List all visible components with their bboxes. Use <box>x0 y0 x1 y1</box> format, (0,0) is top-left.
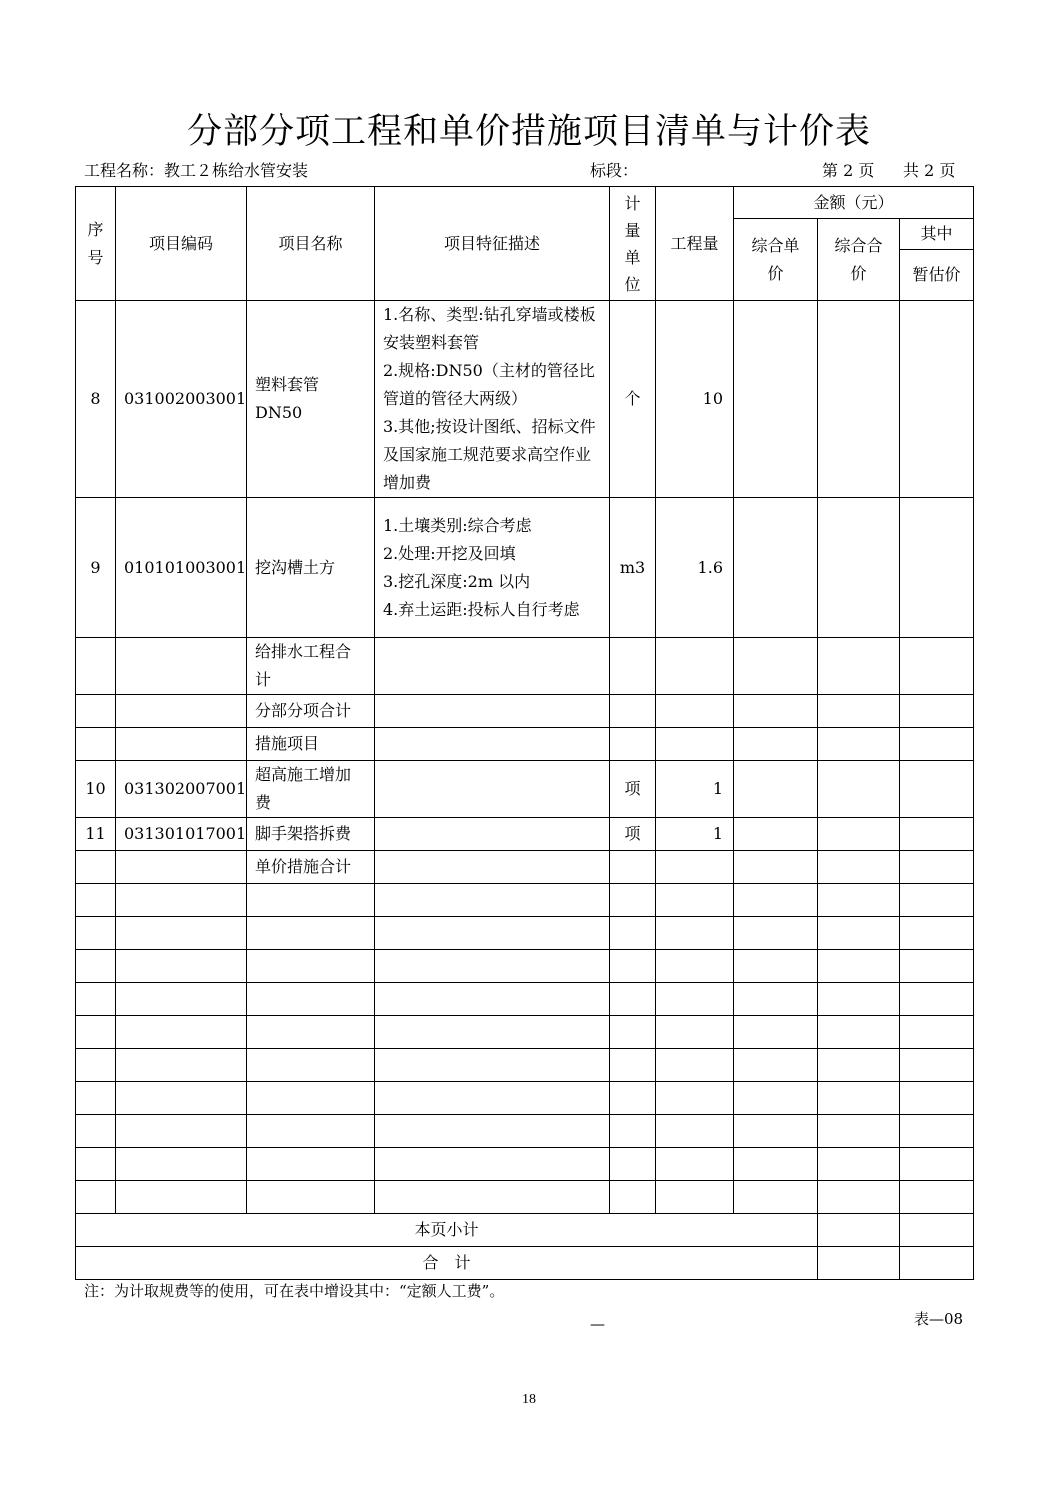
table-row <box>76 695 974 728</box>
row-unit-price <box>734 851 818 884</box>
empty-cell <box>247 1181 375 1214</box>
row-code <box>116 638 247 695</box>
row-seq <box>76 851 116 884</box>
row-qty <box>656 638 734 695</box>
total-pages: 共 2 页 <box>903 161 956 180</box>
row-unit-price <box>734 695 818 728</box>
empty-cell <box>610 1115 656 1148</box>
row-desc <box>375 301 610 498</box>
empty-cell <box>116 1148 247 1181</box>
row-code: 031302007001 <box>116 761 247 818</box>
row-code <box>116 851 247 884</box>
row-seq <box>76 695 116 728</box>
row-seq: 8 <box>76 301 116 498</box>
empty-cell <box>610 1148 656 1181</box>
empty-cell <box>734 1148 818 1181</box>
row-total-price <box>818 301 900 498</box>
row-qty: 1.6 <box>656 498 734 638</box>
table-row <box>76 638 974 695</box>
empty-cell <box>818 1049 900 1082</box>
empty-cell <box>76 950 116 983</box>
row-name: 超高施工增加费 <box>247 761 375 818</box>
page-indicator: 第 2 页 <box>822 161 875 180</box>
empty-row <box>76 1148 974 1181</box>
table-row <box>76 301 974 498</box>
table-row <box>76 851 974 884</box>
header-amount: 金额（元） <box>734 187 974 219</box>
empty-cell <box>375 1049 610 1082</box>
empty-cell <box>900 1148 974 1181</box>
empty-cell <box>76 1049 116 1082</box>
subtotal-row-label: 本页小计 <box>76 1214 818 1247</box>
empty-cell <box>610 1181 656 1214</box>
empty-cell <box>818 1082 900 1115</box>
row-provisional <box>900 638 974 695</box>
empty-cell <box>734 983 818 1016</box>
row-seq: 10 <box>76 761 116 818</box>
empty-cell <box>656 917 734 950</box>
empty-cell <box>818 1115 900 1148</box>
empty-cell <box>656 1115 734 1148</box>
row-unit-price <box>734 498 818 638</box>
section-label: 标段： <box>590 161 639 180</box>
empty-cell <box>247 1049 375 1082</box>
empty-cell <box>656 1181 734 1214</box>
empty-cell <box>247 950 375 983</box>
empty-cell <box>734 884 818 917</box>
row-seq: 9 <box>76 498 116 638</box>
empty-row <box>76 983 974 1016</box>
empty-cell <box>900 1115 974 1148</box>
empty-cell <box>76 1115 116 1148</box>
empty-cell <box>247 1082 375 1115</box>
empty-cell <box>818 1148 900 1181</box>
row-total-price <box>818 728 900 761</box>
row-unit <box>610 695 656 728</box>
row-provisional <box>900 498 974 638</box>
empty-cell <box>375 1016 610 1049</box>
empty-cell <box>76 1181 116 1214</box>
empty-cell <box>375 884 610 917</box>
header-total-price: 综合合价 <box>818 219 900 301</box>
header-qty: 工程量 <box>656 187 734 301</box>
row-qty: 1 <box>656 818 734 851</box>
empty-cell <box>247 884 375 917</box>
pricing-table <box>75 186 974 1280</box>
total-row-label: 合 计 <box>76 1247 818 1280</box>
row-desc <box>375 818 610 851</box>
empty-cell <box>76 983 116 1016</box>
row-provisional <box>900 695 974 728</box>
empty-cell <box>116 1016 247 1049</box>
row-code <box>116 695 247 728</box>
empty-cell <box>900 917 974 950</box>
subtotal-row <box>76 1214 974 1247</box>
empty-cell <box>900 1082 974 1115</box>
row-unit: 项 <box>610 761 656 818</box>
empty-cell <box>900 1181 974 1214</box>
table-row <box>76 728 974 761</box>
empty-cell <box>375 1181 610 1214</box>
empty-cell <box>375 983 610 1016</box>
row-qty: 1 <box>656 761 734 818</box>
empty-row <box>76 1181 974 1214</box>
empty-cell <box>734 917 818 950</box>
row-provisional <box>900 728 974 761</box>
empty-cell <box>900 1049 974 1082</box>
empty-cell <box>375 1082 610 1115</box>
row-desc <box>375 638 610 695</box>
row-unit-price <box>734 728 818 761</box>
empty-row <box>76 950 974 983</box>
row-qty <box>656 851 734 884</box>
empty-cell <box>656 950 734 983</box>
row-qty <box>656 728 734 761</box>
empty-cell <box>656 884 734 917</box>
empty-cell <box>818 983 900 1016</box>
empty-cell <box>610 1049 656 1082</box>
empty-cell <box>375 1115 610 1148</box>
empty-row <box>76 917 974 950</box>
empty-cell <box>116 983 247 1016</box>
row-name: 单价措施合计 <box>247 851 375 884</box>
empty-cell <box>656 983 734 1016</box>
empty-cell <box>610 917 656 950</box>
empty-cell <box>818 884 900 917</box>
empty-cell <box>734 1082 818 1115</box>
empty-cell <box>656 1148 734 1181</box>
row-seq <box>76 638 116 695</box>
empty-cell <box>116 1082 247 1115</box>
empty-cell <box>247 1016 375 1049</box>
subtotal-row-provisional <box>900 1214 974 1247</box>
empty-cell <box>610 884 656 917</box>
row-unit: m3 <box>610 498 656 638</box>
empty-row <box>76 1082 974 1115</box>
empty-cell <box>656 1082 734 1115</box>
empty-cell <box>76 917 116 950</box>
total-row <box>76 1247 974 1280</box>
empty-cell <box>116 1115 247 1148</box>
empty-cell <box>656 1049 734 1082</box>
row-total-price <box>818 818 900 851</box>
row-desc <box>375 695 610 728</box>
header-code: 项目编码 <box>116 187 247 301</box>
total-row-total <box>818 1247 900 1280</box>
page-number: 18 <box>522 1392 536 1407</box>
row-qty: 10 <box>656 301 734 498</box>
row-name: 措施项目 <box>247 728 375 761</box>
header-desc: 项目特征描述 <box>375 187 610 301</box>
header-among: 其中 <box>900 219 974 250</box>
row-provisional <box>900 818 974 851</box>
row-unit <box>610 851 656 884</box>
row-unit <box>610 638 656 695</box>
empty-cell <box>818 1181 900 1214</box>
empty-cell <box>116 884 247 917</box>
empty-cell <box>116 917 247 950</box>
project-name: 工程名称：教工２栋给水管安装 <box>84 161 309 180</box>
header-unit-price: 综合单价 <box>734 219 818 301</box>
empty-cell <box>375 917 610 950</box>
row-unit: 个 <box>610 301 656 498</box>
row-unit: 项 <box>610 818 656 851</box>
row-unit-price <box>734 761 818 818</box>
desc-line: 1.名称、类型:钻孔穿墙或楼板安装塑料套管 <box>383 305 596 352</box>
row-provisional <box>900 851 974 884</box>
row-qty <box>656 695 734 728</box>
row-unit-price <box>734 818 818 851</box>
row-unit <box>610 728 656 761</box>
empty-cell <box>734 1181 818 1214</box>
empty-cell <box>76 1082 116 1115</box>
empty-cell <box>610 1082 656 1115</box>
header-name: 项目名称 <box>247 187 375 301</box>
empty-cell <box>76 1016 116 1049</box>
row-seq: 11 <box>76 818 116 851</box>
empty-row <box>76 1049 974 1082</box>
dash-mark: — <box>590 1315 605 1333</box>
empty-cell <box>375 1148 610 1181</box>
empty-cell <box>610 1016 656 1049</box>
row-total-price <box>818 761 900 818</box>
page-title: 分部分项工程和单价措施项目清单与计价表 <box>186 112 871 152</box>
empty-cell <box>610 983 656 1016</box>
desc-line: 2.处理:开挖及回填 <box>383 543 516 563</box>
empty-cell <box>247 917 375 950</box>
row-desc <box>375 728 610 761</box>
desc-line: 3.挖孔深度:2m 以内 <box>383 571 531 591</box>
total-row-provisional <box>900 1247 974 1280</box>
table-row <box>76 818 974 851</box>
row-unit-price <box>734 638 818 695</box>
empty-cell <box>900 884 974 917</box>
row-total-price <box>818 498 900 638</box>
header-provisional: 暂估价 <box>900 250 974 301</box>
empty-cell <box>900 950 974 983</box>
empty-cell <box>375 950 610 983</box>
row-name: 给排水工程合计 <box>247 638 375 695</box>
table-note: 注：为计取规费等的使用，可在表中增设其中：“定额人工费”。 <box>84 1282 505 1300</box>
row-seq <box>76 728 116 761</box>
empty-cell <box>734 1115 818 1148</box>
desc-line: 3.其他;按设计图纸、招标文件及国家施工规范要求高空作业增加费 <box>383 417 596 492</box>
table-id: 表—08 <box>914 1310 964 1328</box>
empty-cell <box>76 884 116 917</box>
empty-cell <box>116 950 247 983</box>
desc-line: 2.规格:DN50（主材的管径比管道的管径大两级） <box>383 361 595 408</box>
row-total-price <box>818 638 900 695</box>
empty-cell <box>116 1181 247 1214</box>
empty-cell <box>818 917 900 950</box>
empty-cell <box>818 1016 900 1049</box>
row-desc <box>375 761 610 818</box>
empty-cell <box>734 1016 818 1049</box>
row-name: 塑料套管DN50 <box>247 301 375 498</box>
header-unit: 计量单位 <box>610 187 656 301</box>
empty-cell <box>900 983 974 1016</box>
row-code <box>116 728 247 761</box>
row-name: 分部分项合计 <box>247 695 375 728</box>
empty-row <box>76 884 974 917</box>
desc-line: 4.弃土运距:投标人自行考虑 <box>383 599 580 619</box>
row-code: 031301017001 <box>116 818 247 851</box>
empty-cell <box>247 1115 375 1148</box>
empty-cell <box>247 983 375 1016</box>
empty-cell <box>610 950 656 983</box>
desc-line: 1.土壤类别:综合考虑 <box>383 515 532 535</box>
table-row <box>76 498 974 638</box>
row-total-price <box>818 851 900 884</box>
row-name: 脚手架搭拆费 <box>247 818 375 851</box>
empty-row <box>76 1016 974 1049</box>
empty-row <box>76 1115 974 1148</box>
row-unit-price <box>734 301 818 498</box>
row-code: 010101003001 <box>116 498 247 638</box>
row-total-price <box>818 695 900 728</box>
header-seq: 序号 <box>76 187 116 301</box>
empty-cell <box>734 1049 818 1082</box>
empty-cell <box>116 1049 247 1082</box>
empty-cell <box>656 1016 734 1049</box>
subtotal-row-total <box>818 1214 900 1247</box>
row-code: 031002003001 <box>116 301 247 498</box>
row-desc <box>375 498 610 638</box>
table-row <box>76 761 974 818</box>
row-provisional <box>900 761 974 818</box>
row-desc <box>375 851 610 884</box>
empty-cell <box>734 950 818 983</box>
row-provisional <box>900 301 974 498</box>
empty-cell <box>76 1148 116 1181</box>
empty-cell <box>818 950 900 983</box>
empty-cell <box>900 1016 974 1049</box>
row-name: 挖沟槽土方 <box>247 498 375 638</box>
empty-cell <box>247 1148 375 1181</box>
